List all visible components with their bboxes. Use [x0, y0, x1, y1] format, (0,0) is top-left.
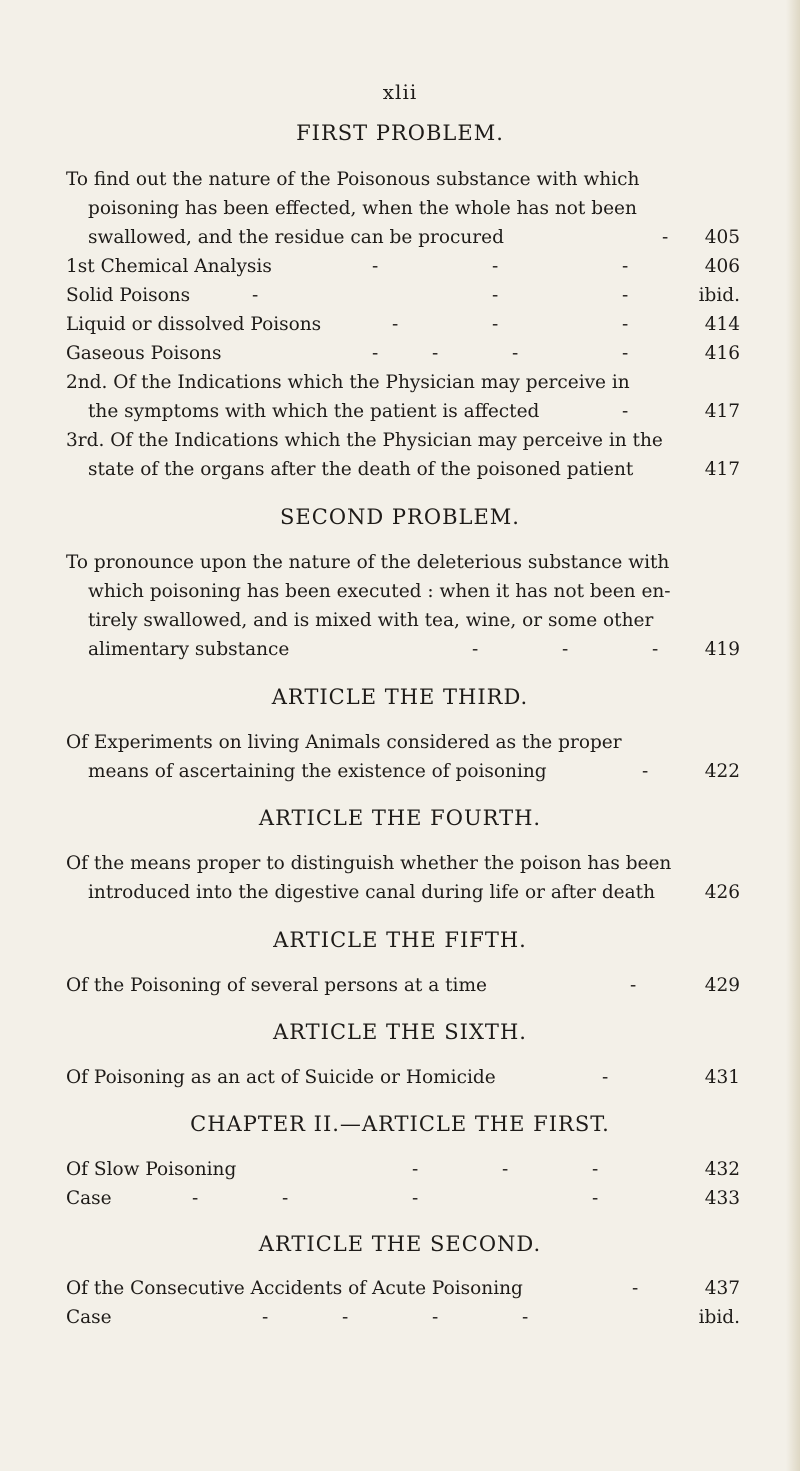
- section-heading-article-fifth: ARTICLE THE FIFTH.: [273, 928, 527, 952]
- section-heading-first-problem: FIRST PROBLEM.: [296, 121, 504, 145]
- section-heading-article-fourth: ARTICLE THE FOURTH.: [258, 806, 542, 830]
- page-ref: 417: [704, 459, 740, 480]
- section-heading-article-third: ARTICLE THE THIRD.: [271, 685, 529, 709]
- section-heading-second-problem: SECOND PROBLEM.: [280, 505, 520, 529]
- page-ref: 432: [704, 1159, 740, 1180]
- page-ref: 422: [704, 761, 740, 782]
- section-heading-article-sixth: ARTICLE THE SIXTH.: [273, 1020, 527, 1044]
- page-ref: 431: [704, 1067, 740, 1088]
- page-number: xlii: [382, 80, 418, 104]
- page-ref: 426: [704, 882, 740, 903]
- page-ref: ibid.: [698, 285, 740, 306]
- page-ref: 419: [704, 639, 740, 660]
- page-ref: 437: [704, 1278, 740, 1299]
- page-ref: ibid.: [698, 1307, 740, 1328]
- page-ref: 416: [704, 343, 740, 364]
- section-heading-article-second: ARTICLE THE SECOND.: [258, 1232, 542, 1256]
- page-ref: 429: [704, 975, 740, 996]
- book-page: xlii FIRST PROBLEM. To find out the nature of the Poisonous substance with which poisoning has been effected, when the whole has not been swallowed, and the residue can be procured - 405 1st Chemical Analysis - - - 406 Solid Poisons - - - ibid. Liquid or dissolved Poisons - - - 414 Gaseous Poisons - - - - 416 2nd. Of the Indications which the Physician may perceive in the symptoms with which the patient is affected - 417 3rd. Of the Indications which the Physician may perceive in the state of the organs after the death of the poisoned patient 417 SECOND PROBLEM. To pronounce upon the nature of the deleterious substance with which poisoning has been executed : when it has not been en- tirely swallowed, and is mixed with tea, wine, or some other alimentary substance - - - 419 ARTICLE THE THIRD. Of Experiments on living Animals considered as the proper means of ascertaining the existence of poisoning - 422 ARTICLE THE FOURTH. Of the means proper to distinguish whether the poison has been introduced into the digestive canal during life or after death 426 ARTICLE THE FIFTH. Of the Poisoning of several persons at a time - 429 ARTICLE THE SIXTH. Of Poisoning as an act of Suicide or Homicide - 431 CHAPTER II.—ARTICLE THE FIRST. Of Slow Poisoning - - - 432 Case - - - - 433 ARTICLE THE SECOND. Of the Consecutive Accidents of Acute Poisoning - 437 Case - - - - ibid.: [0, 0, 800, 1471]
- page-ref: 406: [704, 256, 740, 277]
- page-ref: 417: [704, 401, 740, 422]
- dash-leader: -: [662, 227, 669, 248]
- section-heading-chapter-two: CHAPTER II.—ARTICLE THE FIRST.: [190, 1112, 610, 1136]
- page-edge-shadow: [786, 0, 800, 1471]
- page-ref: 414: [704, 314, 740, 335]
- page-ref: 405: [704, 227, 740, 248]
- page-ref: 433: [704, 1188, 740, 1209]
